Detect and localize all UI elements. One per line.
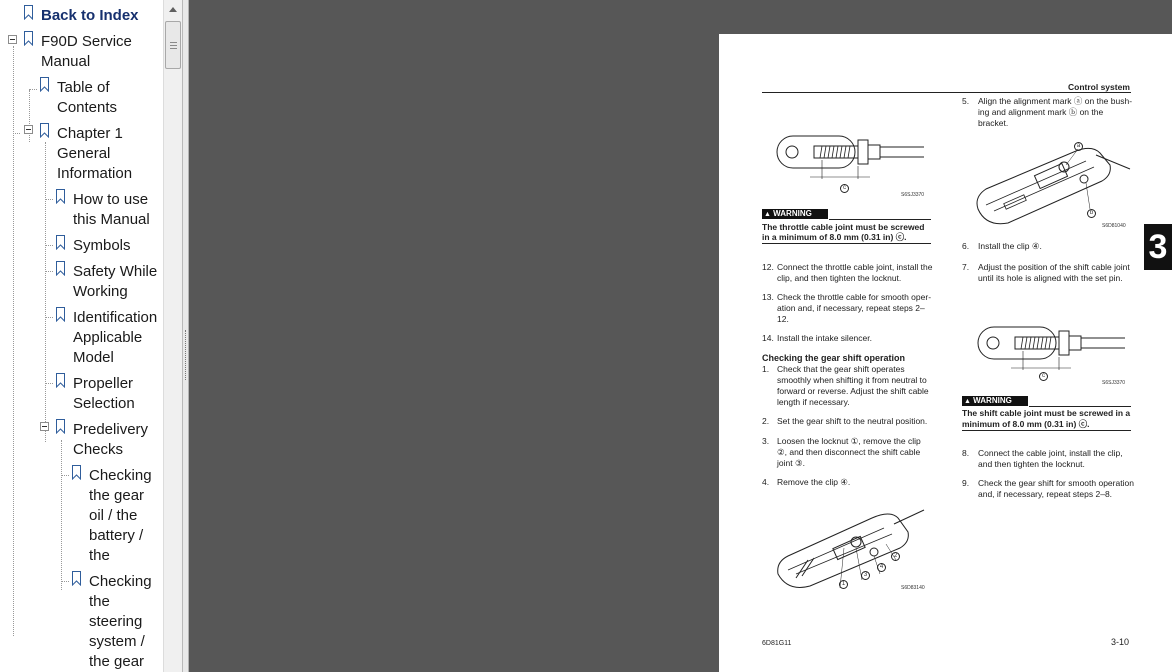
callout-3: 3 bbox=[861, 571, 870, 580]
step-number: 3. bbox=[762, 436, 770, 446]
bookmark-icon bbox=[56, 419, 65, 433]
warning-triangle-icon: ▲ bbox=[964, 398, 971, 405]
cable-joint-figure bbox=[774, 131, 934, 195]
splitter-grip-icon bbox=[185, 330, 187, 380]
bookmark-label: this Manual bbox=[73, 211, 150, 228]
bookmark-label: Working bbox=[73, 283, 128, 300]
callout-1: 1 bbox=[839, 580, 848, 589]
figure-code: S6D83140 bbox=[901, 585, 925, 591]
collapse-toggle[interactable] bbox=[24, 125, 33, 134]
bookmark-label: Applicable bbox=[73, 329, 143, 346]
bookmark-icon bbox=[56, 235, 65, 249]
warning-text: minimum of 8.0 mm (0.31 in) ⓒ. bbox=[962, 419, 1090, 429]
bookmark-icon bbox=[72, 571, 81, 585]
warning-label: WARNING bbox=[773, 209, 812, 218]
bookmark-label: Symbols bbox=[73, 237, 131, 254]
bookmark-label: system / bbox=[89, 633, 145, 650]
bookmark-label: Contents bbox=[57, 99, 118, 116]
bookmark-label: F90D Service bbox=[41, 33, 132, 50]
warning-label: WARNING bbox=[973, 396, 1012, 405]
step-text: length if necessary. bbox=[777, 397, 850, 407]
step-text: Set the gear shift to the neutral position. bbox=[777, 416, 928, 426]
step-number: 6. bbox=[962, 241, 970, 251]
footer-code: 6D81G11 bbox=[762, 640, 792, 647]
step-text: bracket. bbox=[978, 118, 1009, 128]
step-number: 9. bbox=[962, 478, 970, 488]
callout-a: a bbox=[1074, 142, 1083, 151]
bookmark-label: the gear bbox=[89, 653, 145, 670]
step-text: Install the clip ④. bbox=[978, 241, 1042, 251]
step-text: until its hole is aligned with the set pin. bbox=[978, 273, 1123, 283]
warning-rule bbox=[1029, 406, 1131, 407]
warning-triangle-icon: ▲ bbox=[764, 211, 771, 218]
bookmark-label: General bbox=[57, 145, 111, 162]
bookmark-label: Chapter 1 bbox=[57, 125, 123, 142]
bookmark-icon bbox=[56, 261, 65, 275]
bookmark-label: the bbox=[89, 547, 110, 564]
step-text: Remove the clip ④. bbox=[777, 477, 851, 487]
bookmark-label: Checking bbox=[89, 573, 152, 590]
page-number: 3-10 bbox=[1111, 637, 1130, 647]
bookmark-icon bbox=[56, 307, 65, 321]
step-text: ation and, if necessary, repeat steps 2– bbox=[777, 303, 925, 313]
figure-code: S6SJ3370 bbox=[901, 192, 925, 198]
step-number: 1. bbox=[762, 364, 770, 374]
step-text: Connect the throttle cable joint, install the bbox=[777, 262, 933, 272]
step-number: 4. bbox=[762, 477, 770, 487]
bookmark-icon bbox=[56, 373, 65, 387]
bookmark-label: How to use bbox=[73, 191, 149, 208]
scroll-up-arrow-icon[interactable] bbox=[164, 0, 182, 20]
warning-rule bbox=[829, 219, 931, 220]
step-text: Align the alignment mark ⓐ on the bush- bbox=[978, 96, 1133, 106]
step-text: ing and alignment mark ⓑ on the bbox=[978, 107, 1104, 117]
bookmark-label: Predelivery bbox=[73, 421, 149, 438]
callout-b: b bbox=[1087, 209, 1096, 218]
bookmark-icon bbox=[24, 31, 33, 45]
step-number: 7. bbox=[962, 262, 970, 272]
collapse-toggle[interactable] bbox=[8, 35, 17, 44]
panel-splitter[interactable] bbox=[183, 0, 189, 672]
step-text: smoothly when shifting it from neutral to bbox=[777, 375, 927, 385]
step-text: Loosen the locknut ①, remove the clip bbox=[777, 436, 921, 446]
bookmark-icon bbox=[40, 77, 49, 91]
step-text: Check that the gear shift operates bbox=[777, 364, 905, 374]
warning-bottom-rule bbox=[762, 243, 931, 244]
step-text: Install the intake silencer. bbox=[777, 333, 872, 343]
bookmark-label: battery / bbox=[89, 527, 144, 544]
step-number: 2. bbox=[762, 416, 770, 426]
collapse-toggle[interactable] bbox=[40, 422, 49, 431]
bookmark-label: the gear bbox=[89, 487, 145, 504]
bookmark-label: Propeller bbox=[73, 375, 134, 392]
figure-code: S6D81040 bbox=[1102, 223, 1126, 229]
warning-text: in a minimum of 8.0 mm (0.31 in) ⓒ. bbox=[762, 232, 907, 242]
bookmark-icon bbox=[72, 465, 81, 479]
scroll-thumb[interactable] bbox=[165, 21, 181, 69]
warning-badge bbox=[962, 396, 1028, 406]
bookmark-label: Safety While bbox=[73, 263, 158, 280]
sidebar-scrollbar[interactable] bbox=[163, 0, 182, 672]
bookmark-label: Information bbox=[57, 165, 133, 182]
step-text: Connect the cable joint, install the clip, bbox=[978, 448, 1123, 458]
bookmark-label: Table of bbox=[57, 79, 110, 96]
step-text: Check the throttle cable for smooth oper- bbox=[777, 292, 932, 302]
step-text: Check the gear shift for smooth operation bbox=[978, 478, 1134, 488]
warning-text: The shift cable joint must be screwed in a bbox=[962, 408, 1131, 418]
step-text: joint ③. bbox=[777, 458, 805, 468]
bookmark-label: Identification bbox=[73, 309, 158, 326]
step-number: 13. bbox=[762, 292, 774, 302]
step-text: clip, and then tighten the locknut. bbox=[777, 273, 902, 283]
warning-text: The throttle cable joint must be screwed bbox=[762, 222, 925, 232]
bookmark-label: Selection bbox=[73, 395, 135, 412]
callout-2: 2 bbox=[891, 552, 900, 561]
document-page bbox=[719, 34, 1172, 672]
step-text: forward or reverse. Adjust the shift cable bbox=[777, 386, 929, 396]
bookmark-icon bbox=[24, 5, 33, 19]
step-text: 12. bbox=[777, 314, 789, 324]
bookmark-label: steering bbox=[89, 613, 143, 630]
bookmark-label: Checks bbox=[73, 441, 124, 458]
bookmarks-panel bbox=[0, 0, 183, 672]
step-number: 12. bbox=[762, 262, 774, 272]
bookmark-label: Manual bbox=[41, 53, 91, 70]
bookmark-label: Checking bbox=[89, 467, 152, 484]
bookmark-label: Back to Index bbox=[41, 7, 139, 24]
step-number: 5. bbox=[962, 96, 970, 106]
page-header: Control system bbox=[1068, 82, 1130, 92]
chapter-tab: 3 bbox=[1144, 224, 1172, 270]
section-subheading: Checking the gear shift operation bbox=[762, 353, 906, 363]
warning-badge bbox=[762, 209, 828, 219]
step-number: 14. bbox=[762, 333, 774, 343]
step-text: and, if necessary, repeat steps 2–8. bbox=[978, 489, 1113, 499]
figure-circle-label: c bbox=[840, 184, 849, 193]
bookmark-tree bbox=[0, 0, 163, 672]
bookmark-label: Model bbox=[73, 349, 114, 366]
warning-bottom-rule bbox=[962, 430, 1131, 431]
step-text: and then tighten the locknut. bbox=[978, 459, 1085, 469]
step-number: 8. bbox=[962, 448, 970, 458]
header-rule bbox=[762, 92, 1131, 93]
callout-4: 4 bbox=[877, 563, 886, 572]
cable-joint-figure bbox=[975, 322, 1135, 386]
bookmark-icon bbox=[56, 189, 65, 203]
figure-circle-label: c bbox=[1039, 372, 1048, 381]
figure-code: S6SJ3370 bbox=[1102, 380, 1126, 386]
bookmark-label: the bbox=[89, 593, 110, 610]
step-text: ②, and then disconnect the shift cable bbox=[777, 447, 921, 457]
bookmark-label: oil / the bbox=[89, 507, 138, 524]
step-text: Adjust the position of the shift cable joint bbox=[978, 262, 1130, 272]
alignment-bracket-figure bbox=[974, 139, 1134, 229]
bookmark-icon bbox=[40, 123, 49, 137]
shift-bracket-figure bbox=[774, 504, 934, 594]
